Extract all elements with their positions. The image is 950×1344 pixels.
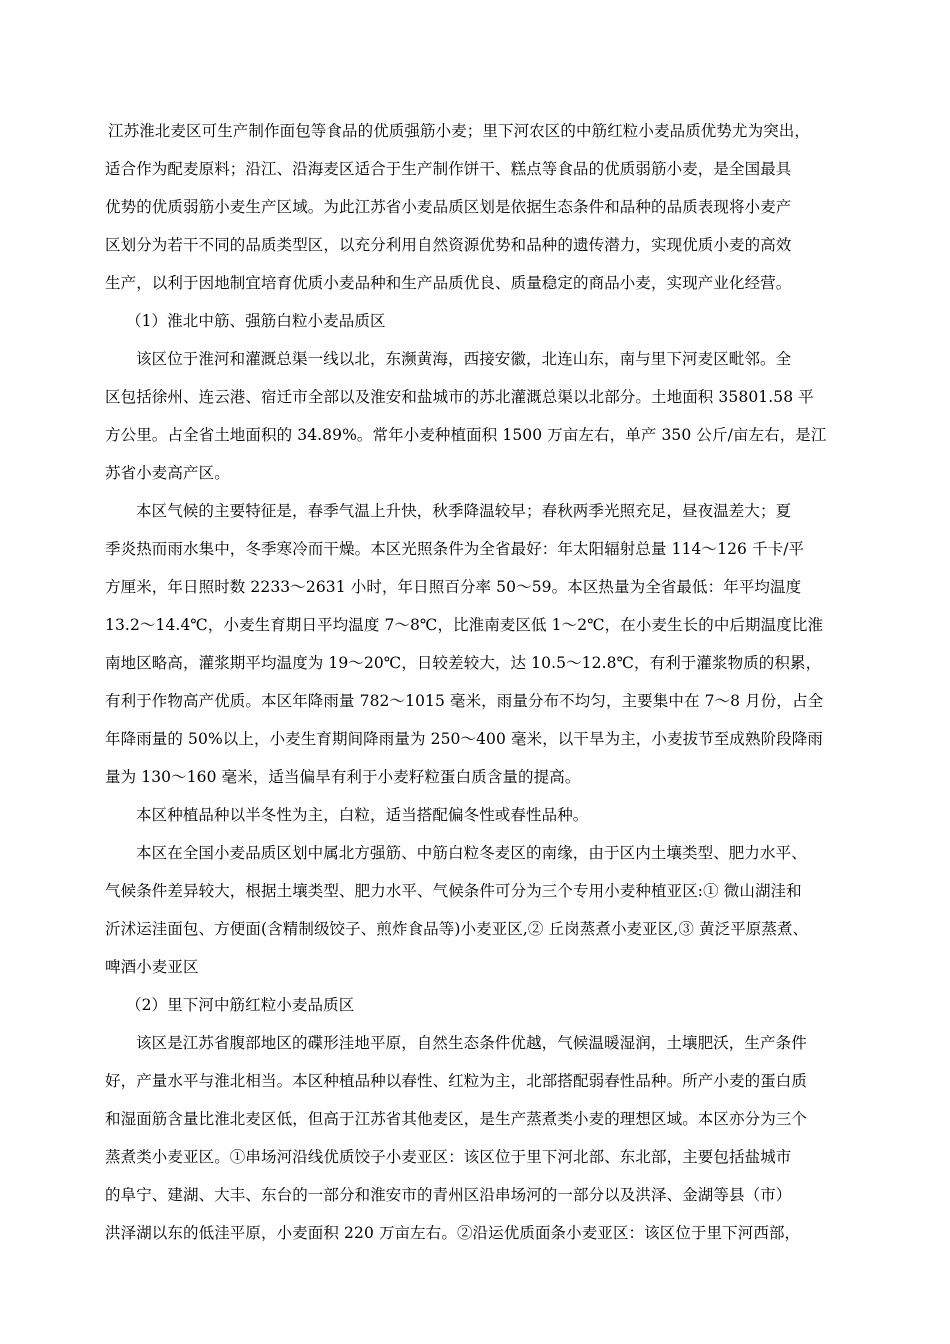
text-line: 沂沭运洼面包、方便面(含精制级饺子、煎炸食品等)小麦亚区,② 丘岗蒸煮小麦亚区,③ 黄泛平原蒸煮、: [105, 920, 809, 938]
text-line: 和湿面筋含量比淮北麦区低，但高于江苏省其他麦区，是生产蒸煮类小麦的理想区域。本区亦分为三个: [105, 1110, 808, 1128]
text-line: 蒸煮类小麦亚区。①串场河沿线优质饺子小麦亚区：该区位于里下河北部、东北部，主要包括盐城市: [105, 1148, 792, 1166]
text-line: 年降雨量的 50%以上，小麦生育期间降雨量为 250～400 毫米，以干旱为主，小麦拔节至成熟阶段降雨: [105, 730, 824, 748]
text-line: 方厘米，年日照时数 2233～2631 小时，年日照百分率 50～59。本区热量为全省最低：年平均温度: [105, 578, 802, 596]
section-heading: （2）里下河中筋红粒小麦品质区: [126, 996, 355, 1014]
text-line: 好，产量水平与淮北相当。本区种植品种以春性、红粒为主，北部搭配弱春性品种。所产小麦的蛋白质: [105, 1072, 808, 1090]
text-line: 苏省小麦高产区。: [105, 464, 230, 482]
text-line: 13.2～14.4℃，小麦生育期日平均温度 7～8℃，比淮南麦区低 1～2℃，在小麦生长的中后期温度比淮: [105, 616, 824, 634]
text-line: 本区气候的主要特征是，春季气温上升快，秋季降温较早；春秋两季光照充足，昼夜温差大；夏: [136, 502, 792, 520]
text-line: 方公里。占全省土地面积的 34.89%。常年小麦种植面积 1500 万亩左右，单产 350 公斤/亩左右，是江: [105, 426, 827, 444]
text-line: 气候条件差异较大，根据土壤类型、肥力水平、气候条件可分为三个专用小麦种植亚区:① 微山湖洼和: [105, 882, 802, 900]
text-line: 的阜宁、建湖、大丰、东台的一部分和淮安市的青州区沿串场河的一部分以及洪泽、金湖等县（市）: [105, 1186, 792, 1204]
text-line: 优势的优质弱筋小麦生产区域。为此江苏省小麦品质区划是依据生态条件和品种的品质表现将小麦产: [105, 198, 792, 216]
text-line: 本区种植品种以半冬性为主，白粒，适当搭配偏冬性或春性品种。: [136, 806, 589, 824]
text-line: 本区在全国小麦品质区划中属北方强筋、中筋白粒冬麦区的南缘，由于区内土壤类型、肥力水平、: [136, 844, 807, 862]
text-line: 该区是江苏省腹部地区的碟形洼地平原，自然生态条件优越，气候温暖湿润，土壤肥沃，生产条件: [136, 1034, 807, 1052]
text-line: 量为 130～160 毫米，适当偏旱有利于小麦籽粒蛋白质含量的提高。: [105, 768, 581, 786]
text-line: 江苏淮北麦区可生产制作面包等食品的优质强筋小麦；里下河农区的中筋红粒小麦品质优势尤为突出，: [108, 122, 811, 140]
text-line: 区包括徐州、连云港、宿迁市全部以及淮安和盐城市的苏北灌溉总渠以北部分。土地面积 35801.58 平: [105, 388, 814, 406]
text-line: 有利于作物高产优质。本区年降雨量 782～1015 毫米，雨量分布不均匀，主要集中在 7～8 月份，占全: [105, 692, 824, 710]
text-line: 啤酒小麦亚区: [105, 958, 199, 976]
section-heading: （1）淮北中筋、强筋白粒小麦品质区: [126, 312, 386, 330]
text-line: 适合作为配麦原料；沿江、沿海麦区适合于生产制作饼干、糕点等食品的优质弱筋小麦，是全国最具: [105, 160, 792, 178]
text-line: 该区位于淮河和灌溉总渠一线以北，东濒黄海，西接安徽，北连山东，南与里下河麦区毗邻。全: [136, 350, 792, 368]
text-line: 季炎热而雨水集中，冬季寒冷而干燥。本区光照条件为全省最好：年太阳辐射总量 114～126 千卡/平: [105, 540, 805, 558]
text-line: 区划分为若干不同的品质类型区，以充分利用自然资源优势和品种的遗传潜力，实现优质小麦的高效: [105, 236, 792, 254]
text-line: 洪泽湖以东的低洼平原，小麦面积 220 万亩左右。②沿运优质面条小麦亚区：该区位于里下河西部，: [105, 1224, 801, 1242]
text-line: 生产，以利于因地制宜培育优质小麦品种和生产品质优良、质量稳定的商品小麦，实现产业化经营。: [105, 274, 792, 292]
text-line: 南地区略高，灌浆期平均温度为 19～20℃，日较差较大，达 10.5～12.8℃，有利于灌浆物质的积累，: [105, 654, 822, 672]
